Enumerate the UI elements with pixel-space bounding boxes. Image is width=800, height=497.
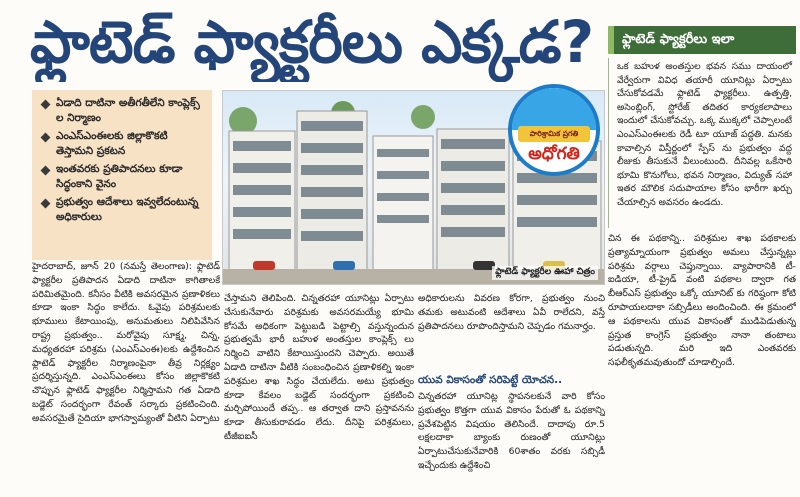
bullet-icon bbox=[41, 199, 51, 209]
highlight-item bbox=[40, 96, 206, 125]
headline: ఫ్లాటెడ్ ఫ్యాక్టరీలు ఎక్కడ? bbox=[30, 8, 594, 76]
bullet-icon bbox=[41, 166, 51, 176]
sidebar-text: ఒక బహుళ అంతస్తుల భవన సము దాయంలో వేర్వేరుగా వివిధ తయారీ యూనిట్లు ఏర్పాటు చేసుకోవడమే ఫ్లాటెడ్ ఫ్యాక్టరీలు. ఉత్పత్తి, అసెంబ్లింగ్, స్టోరేజ్ తదితర కార్యకలాపాలు ఇందులో చేసుకోవచ్చు. ఒక్క ముక్కలో చెప్పాలంటే ఎంఎస్ఎంఈలకు రెడీ టూ యూజ్ పద్ధతి. మనకు కావాల్సిన విస్తీర్ణంలో స్పేస్ ను ప్రభుత్వం వద్ద లీజుకు తీసుకునే వీలుంటుంది. దీనివల్ల ఒకేసారి భూమి కొనుగోలు, భవన నిర్మాణం, విద్యుత్ సహా ఇతర మౌలిక సదుపాయాల కోసం భారీగా ఖర్చు చేయాల్సిన అవసరం ఉండదు. bbox=[617, 61, 792, 208]
article-text: హైదరాబాద్, జూన్ 20 (నమస్తే తెలంగాణ): ఫ్లాటెడ్ ఫ్యాక్టరీల ప్రతిపాదన ఏడాది దాటినా కాగితాలకే పరిమితమైంది. కనీసం వీటికి అవసరమైన ప్రణాళికలు కూడా ఇంకా సిద్ధం కాలేదు. ఓవైపు పరిశ్రమలకు భూములు కేటాయింపు, అనుమతులు నిలిపివేసిన రాష్ట్ర ప్రభుత్వం.. మరోవైపు సూక్ష్మ, చిన్న, మధ్యతరహా పరిశ్రమ (ఎంఎస్ఎంఈ)లకు ఉద్దేశించిన ఫ్లాటెడ్ ఫ్యాక్టరీల నిర్మాణంపైనా తీవ్ర నిర్లక్ష్యం ప్రదర్శిస్తున్నది. ఎంఎస్ఎంఈలు కోసం జిల్లాకొకటి చొప్పున ఫ్లాటెడ్ ఫ్యాక్టరీల నిర్మిస్తామని గత ఏడాది బడ్జెట్ సందర్భంగా రేవంత్ సర్కారు ప్రకటించింది. అవసరమైతే సైదియా భాగస్వామ్యంతో వీటిని ఏర్పాటు bbox=[32, 261, 220, 424]
bullet-icon bbox=[41, 100, 51, 110]
bullet-icon bbox=[41, 133, 51, 143]
highlight-item bbox=[40, 162, 206, 191]
article-text: చిన ఈ పథకాన్ని.. పరిశ్రమల శాఖ పథకాలకు ప్రత్యామ్నాయంగా ప్రభుత్వం అమలు చేస్తున్నట్లు పరిశ్రమ వర్గాలు చెప్తున్నాయి. వ్యాపారానికి టీ-ఐడియా, టీ-ప్రైడ్ వంటి పథకాల ద్వారా గత బీఆర్ఎస్ ప్రభుత్వం ఒక్కో యూనిట్ కు గరిష్ఠంగా కోటి రూపాయలదాకా సబ్సిడీలు అందించింది. ఈ క్రమంలో ఆ పథకాలను యువ వికాసంతో ముడిపెడుతున్న ప్రస్తుత కాంగ్రెస్ ప్రభుత్వం నానా తంటాలు పడుతున్నది. మరి ఇది ఎంతవరకు సఫలీకృతమవుతుందో చూడాల్సిందే. bbox=[608, 233, 796, 369]
logo-ribbon: పారిశ్రామిక ప్రగతి bbox=[518, 126, 590, 142]
article-column-3 bbox=[418, 292, 605, 370]
highlight-item bbox=[40, 195, 206, 224]
article-column-2 bbox=[224, 292, 414, 497]
article-text: అధికారులను వివరణ కోరగా, ప్రభుత్వం నుంచి తమకు అటువంటి ఆదేశాలు ఏవీ రాలేదని, వస్తే ప్రతిపాదనలు రూపొందిస్తామని చెప్పడం గమనార్హం. bbox=[418, 293, 605, 332]
highlight-text: ఇంతవరకు ప్రతిపాదనలు కూడా సిద్ధంకాని వైనం bbox=[56, 163, 183, 190]
article-text: చిన్నతరహా యూనిట్ల స్థాపనలకునే వారి కోసం ప్రభుత్వం కొత్తగా యువ వికాసం పేరుతో ఓ పథకాన్ని ప్రవేశపెట్టిన విషయం తెలిసిందే. దాదాపు రూ.5 లక్షలదాకా బ్యాంకు రుణంతో యూనిట్లు ఏర్పాటుచేసుకునేవారికి 60శాతం వరకు సబ్సిడీ ఇచ్చేందుకు ఉద్దేశించి bbox=[418, 391, 605, 471]
highlight-text: ఏడాది దాటినా అతీగతీలేని కాంప్లెక్స్ ల నిర్మాణం bbox=[56, 97, 200, 124]
sidebar-title: ఫ్లాటెడ్ ఫ్యాక్టరీలు ఇలా bbox=[608, 26, 796, 54]
logo-text: అధోగతి bbox=[528, 144, 580, 164]
highlight-text: ఎంఎస్ఎంఈలకు జిల్లాకొకటి తెస్తామని ప్రకటన bbox=[56, 130, 168, 157]
photo-caption: ఫ్లాటెడ్ ఫ్యాక్టరీల ఊహా చిత్రం bbox=[492, 266, 598, 280]
highlight-text: ప్రభుత్వం ఆదేశాలు ఇవ్వలేదంటున్న అధికారులు bbox=[56, 196, 199, 223]
article-subhead: యువ వికాసంతో సరిపెట్టే యోచన.. bbox=[418, 374, 563, 386]
article-column-4 bbox=[608, 232, 796, 497]
logo-sky bbox=[512, 88, 596, 130]
series-logo bbox=[508, 84, 600, 176]
article-column-1 bbox=[32, 260, 220, 497]
article-column-3b bbox=[418, 390, 605, 497]
article-text: చేస్తామని తెలిపింది. చిన్నతరహా యూనిట్లు ఏర్పాటు చేసుకునేవారు పరిశ్రమకు అవసరమయ్యే భూమి కోసమే అధికంగా పెట్టుబడి పెట్టాల్సి వస్తున్నందున ప్రభుత్వమే భారీ బహుళ అంతస్తుల కాంప్లెక్స్ లు నిర్మించి వాటిని కేటాయిస్తుందని చెప్పారు. అయితే ఏడాది దాటినా వీటికి సంబంధించిన ప్రణాళికల్ని ఇంకా పరిశ్రమల శాఖ సిద్ధం చేయలేదు. అటు ప్రభుత్వం కూడా కేవలం బడ్జెట్ సందర్భంగా ప్రకటించి మర్చిపోయిందే తప్ప.. ఆ తర్వాత దాని ప్రస్తావనను కూడా తీసుకురావడం లేదు. దీనిపై పరిశ్రమలు, టీజీఐఐసీ bbox=[224, 293, 414, 442]
sidebar-body bbox=[608, 58, 796, 228]
highlights-box bbox=[32, 90, 212, 260]
highlight-item bbox=[40, 129, 206, 158]
